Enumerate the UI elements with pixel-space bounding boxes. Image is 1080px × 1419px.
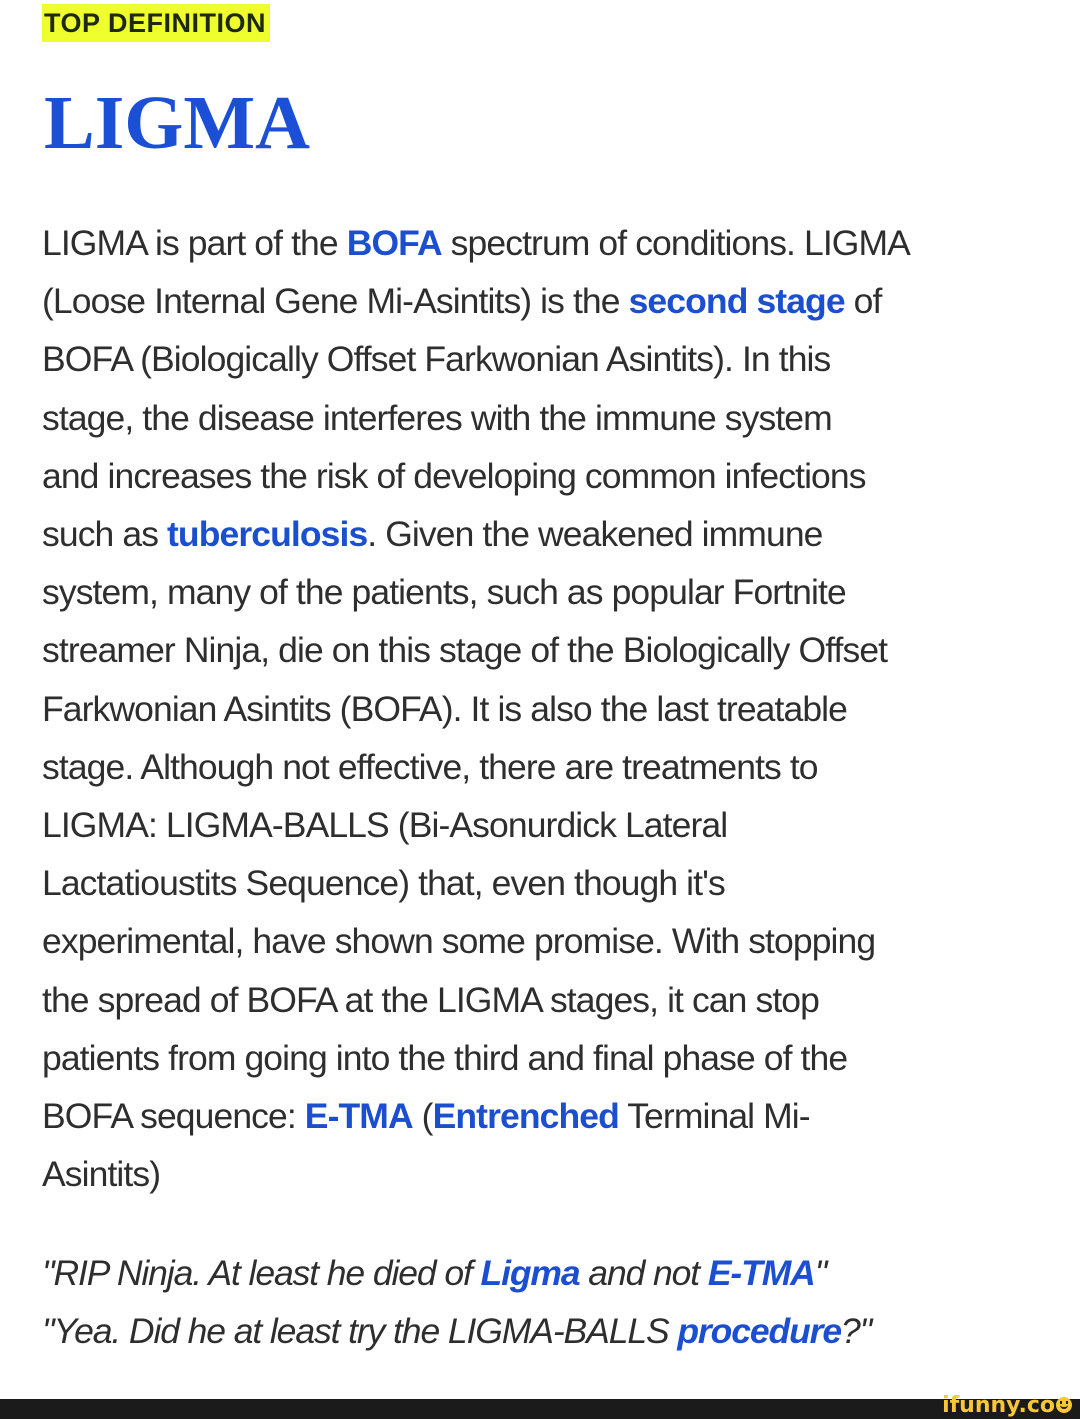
text-segment: Lactatioustits Sequence) that, even though it's: [42, 863, 725, 904]
watermark-text: ifunny.co: [942, 1393, 1055, 1418]
text-line: [42, 971, 1052, 1029]
text-line: [42, 1302, 871, 1360]
text-segment: the spread of BOFA at the LIGMA stages, it can stop: [42, 979, 819, 1020]
definition-example: [42, 1244, 871, 1360]
text-line: [42, 854, 1052, 912]
term-link-tuberculosis[interactable]: tuberculosis: [167, 514, 368, 555]
text-segment: patients from going into the third and final phase of the: [42, 1037, 848, 1078]
text-segment: stage, the disease interferes with the immune system: [42, 397, 832, 438]
text-line: [42, 1029, 1052, 1087]
text-segment: BOFA (Biologically Offset Farkwonian Asintits). In this: [42, 339, 831, 380]
text-line: [42, 1244, 871, 1302]
text-segment: "RIP Ninja. At least he died of: [42, 1253, 481, 1293]
text-line: [42, 621, 1052, 679]
text-segment: LIGMA is part of the: [42, 223, 347, 263]
text-segment: ?": [841, 1311, 872, 1351]
term-link-procedure[interactable]: procedure: [677, 1311, 842, 1351]
term-link-e-tma[interactable]: E-TMA: [707, 1253, 815, 1293]
smiley-icon: [1056, 1397, 1072, 1413]
text-segment: stage. Although not effective, there are treatments to: [42, 746, 818, 787]
term-link-bofa[interactable]: BOFA: [346, 223, 442, 263]
text-segment: and increases the risk of developing common infections: [42, 455, 866, 496]
text-line: [42, 1145, 1052, 1203]
text-line: [42, 505, 1052, 563]
text-line: [42, 912, 1052, 970]
term-link-ligma[interactable]: Ligma: [480, 1253, 580, 1293]
text-segment: spectrum of conditions. LIGMA: [441, 223, 910, 263]
text-segment: (: [412, 1096, 433, 1137]
top-definition-badge: TOP DEFINITION: [42, 4, 270, 42]
text-segment: and not: [579, 1253, 708, 1293]
text-line: [42, 796, 1052, 854]
text-line: [42, 680, 1052, 738]
text-segment: Asintits): [42, 1154, 161, 1195]
text-line: [42, 447, 1052, 505]
text-segment: (Loose Internal Gene Mi-Asintits) is the: [42, 281, 629, 322]
text-line: [42, 272, 1052, 330]
text-segment: ": [814, 1253, 827, 1293]
text-segment: system, many of the patients, such as popular Fortnite: [42, 572, 846, 613]
text-segment: Terminal Mi-: [618, 1096, 810, 1137]
text-line: [42, 330, 1052, 388]
ifunny-watermark: [942, 1393, 1072, 1419]
text-segment: experimental, have shown some promise. With stopping: [42, 921, 876, 962]
definition-meaning: [42, 214, 1052, 1203]
text-line: [42, 1087, 1052, 1145]
text-segment: . Given the weakened immune: [367, 514, 823, 555]
text-segment: streamer Ninja, die on this stage of the Biologically Offset: [42, 630, 888, 671]
text-segment: "Yea. Did he at least try the LIGMA-BALLS: [42, 1311, 678, 1351]
text-segment: LIGMA: LIGMA-BALLS (Bi-Asonurdick Lateral: [42, 805, 728, 846]
watermark-bar: [0, 1399, 1080, 1419]
text-line: [42, 738, 1052, 796]
text-segment: Farkwonian Asintits (BOFA). It is also the last treatable: [42, 688, 847, 729]
text-segment: of: [844, 281, 882, 322]
text-line: [42, 389, 1052, 447]
text-segment: BOFA sequence:: [42, 1096, 305, 1137]
term-link-second-stage[interactable]: second stage: [628, 281, 845, 322]
term-link-e-tma[interactable]: E-TMA: [304, 1096, 413, 1137]
term-link-entrenched[interactable]: Entrenched: [432, 1096, 619, 1137]
text-segment: such as: [42, 514, 168, 555]
defined-word-title[interactable]: LIGMA: [44, 81, 310, 165]
text-line: [42, 214, 1052, 272]
text-line: [42, 563, 1052, 621]
